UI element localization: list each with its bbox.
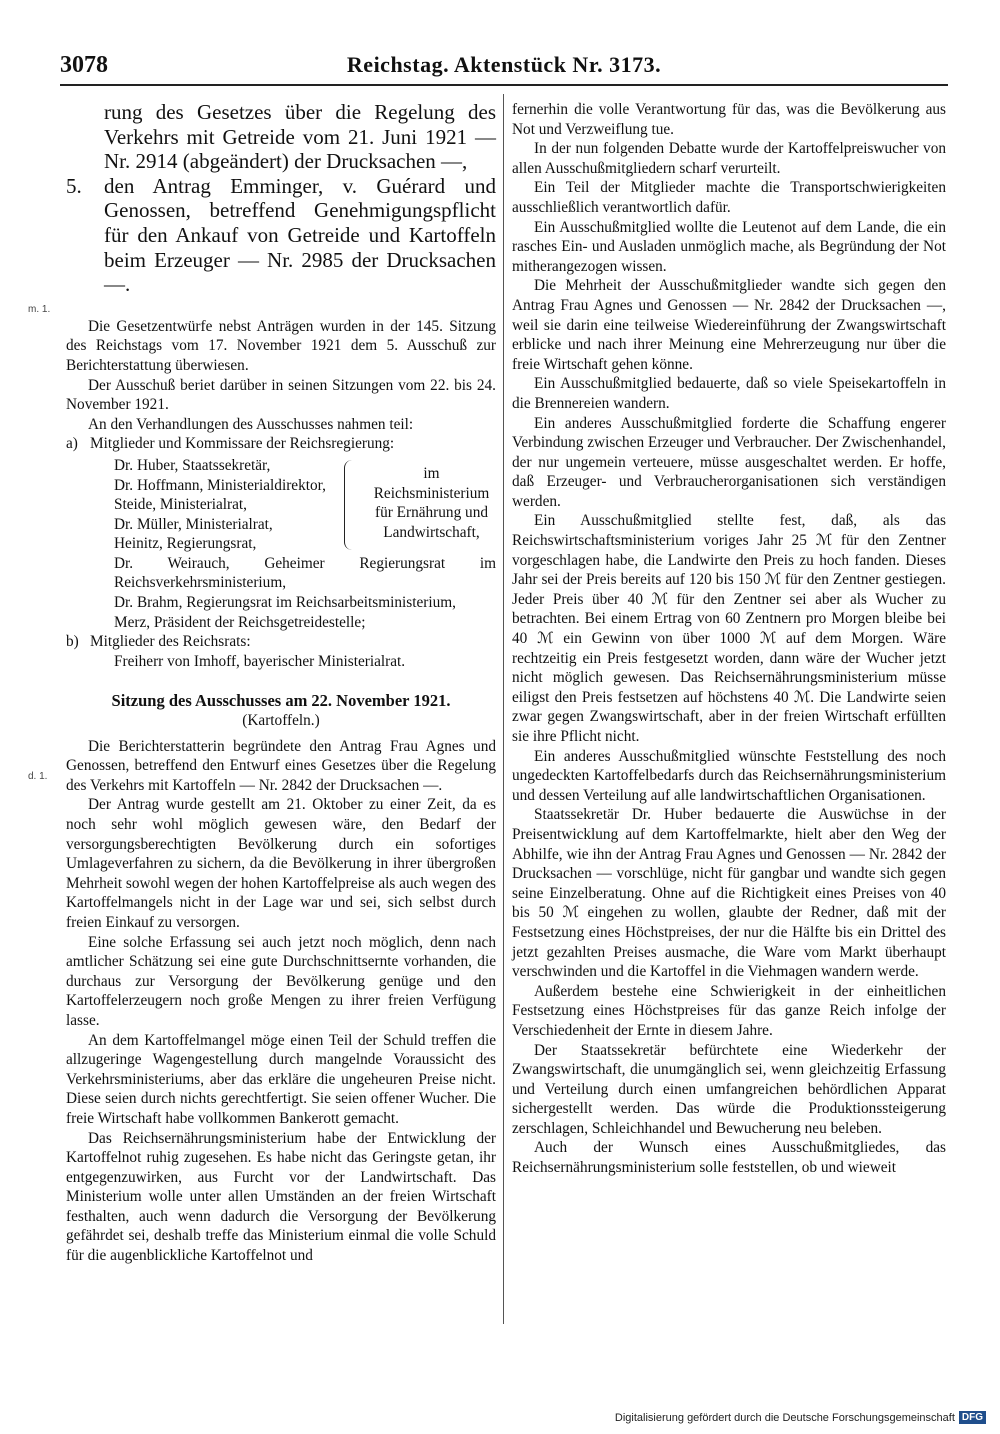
official-name: Dr. Hoffmann, Ministerialdirektor, [114, 476, 326, 494]
participants-group-a [66, 434, 496, 454]
paragraph: fernerhin die volle Verantwortung für das, was die Bevölkerung aus Not und Verzweiflung tue. [512, 101, 946, 138]
dfg-logo: DFG [959, 1411, 986, 1424]
paragraph: An dem Kartoffelmangel möge einen Teil der Schuld treffen die allzugeringe Wagengestellung durch mangelnde Voraussicht des Verkehrsministeriums, aber das erkläre die ungeheuren Preise nicht. Diese seien durch nichts gerechtfertigt. Sie seien offener Wucher. Die freie Wirtschaft habe vollkommen Bankerott gemacht. [66, 1031, 496, 1127]
page-number: 3078 [60, 52, 108, 78]
paragraph: Eine solche Erfassung sei auch jetzt noch möglich, denn nach amtlicher Schätzung sei eine gute Durchschnittsernte vorhanden, die durchaus zur Versorgung der Bevölkerung genüge und den Kartoffelerzeugern noch große Mengen zu ihrer freien Verfügung lasse. [66, 933, 496, 1029]
footer-credit [615, 1411, 986, 1424]
paragraph: In der nun folgenden Debatte wurde der Kartoffelpreiswucher von allen Ausschußmitgliedern scharf verurteilt. [512, 140, 946, 177]
right-column [512, 100, 946, 1178]
participants-list [66, 632, 496, 652]
paragraph: Der Staatssekretär befürchtete eine Wiederkehr der Zwangswirtschaft, die unumgänglich sei, wenn gleichzeitig Erfassung und Verteilung durch einen umfangreichen behördlichen Apparat sichergestellt werden. Das würde die Produktionssteigerung zerschlagen, Schleichhandel und Bewucherung neu beleben. [512, 1041, 946, 1137]
paragraph: Ein Ausschußmitglied bedauerte, daß so viele Speisekartoffeln in die Brennereien wandern. [512, 375, 946, 412]
paragraph: Ein Ausschußmitglied wollte die Leutenot auf dem Lande, die ein rasches Ein- und Ausladen unmöglich mache, als Begründung der Not mitherangezogen wissen. [512, 218, 946, 275]
item-number: 5. [66, 173, 82, 198]
paragraph: Ein Teil der Mitglieder machte die Transportschwierigkeiten ausschließlich verantwortlich dafür. [512, 179, 946, 216]
item-text: Mitglieder des Reichsrats: [90, 633, 251, 651]
paragraph: Der Ausschuß beriet darüber in seinen Sitzungen vom 22. bis 24. November 1921. [66, 376, 496, 414]
official-entry: Merz, Präsident der Reichsgetreidestelle; [114, 613, 366, 631]
item-text: Mitglieder und Kommissare der Reichsregierung: [90, 435, 395, 453]
paragraph: Auch der Wunsch eines Ausschußmitgliedes, das Reichsernährungsministerium solle feststellen, ob und wieweit [512, 1139, 946, 1177]
running-head: Reichstag. Aktenstück Nr. 3173. [346, 52, 662, 77]
left-column [66, 100, 496, 1266]
paragraph: Die Berichterstatterin begründete den Antrag Frau Agnes und Genossen, betreffend den Entwurf eines Gesetzes über die Regelung des Verkehrs mit Kartoffeln — Nr. 2842 der Drucksachen —. [66, 737, 496, 794]
officials-block [114, 456, 496, 554]
official-name: Heinitz, Regierungsrat, [114, 535, 257, 553]
section-title: Sitzung des Ausschusses am 22. November 1921. [111, 691, 451, 711]
paragraph: Außerdem bestehe eine Schwierigkeit in der einheitlichen Festsetzung eines Höchstpreises für das ganze Reich infolge der Verschiedenheit der Ernte in diesem Jahre. [512, 982, 946, 1039]
official-entry: Dr. Brahm, Regierungsrat im Reichsarbeitsministerium, [114, 594, 456, 612]
page-header [60, 52, 948, 80]
participants-list [66, 434, 496, 454]
column-divider [503, 94, 504, 1324]
participants-group-b [66, 632, 496, 652]
paragraph: Ein anderes Ausschußmitglied forderte die Schaffung engerer Verbindung zwischen Erzeuger und Verbraucher. Der Zwischenhandel, der nur ungemein verteuere, müsse ausgeschaltet werden. Er hoffe, daß Erzeuger- und Verbraucherorganisationen sich verständigen werden. [512, 414, 946, 510]
paragraph: Ein anderes Ausschußmitglied wünschte Feststellung des noch ungedeckten Kartoffelbedarfs durch das Reichsernährungsministerium und dessen Verteilung auf alle landwirtschaftlichen Organisationen. [512, 747, 946, 804]
official-name: Dr. Müller, Ministerialrat, [114, 515, 273, 533]
paragraph: Das Reichsernährungsministerium habe der Entwicklung der Kartoffelnot ruhig zugesehen. Es habe nicht das Geringste getan, ihr entgegenzuwirken, aus Furcht vor der Landwirtschaft. Das Ministerium wolle unter allen Umständen an der freien Wirtschaft festhalten, auch wenn dadurch die Versorgung der Bevölkerung gefährdet sei, deshalb treffe das Ministerium einmal die volle Schuld für die augenblickliche Kartoffelnot und [66, 1129, 496, 1265]
list-item-5 [66, 174, 496, 297]
intro-text: rung des Gesetzes über die Regelung des Verkehrs mit Getreide vom 21. Juni 1921 — Nr. 2914 (abgeändert) der Drucksachen —, [104, 100, 496, 174]
paragraph: Ein Ausschußmitglied stellte fest, daß, als das Reichswirtschaftsministerium voriges Jahr 25 ℳ für den Zentner vorgeschlagen habe, die Landwirte den Preis zu hoch fanden. Dieses Jahr sei der Preis bereits auf 120 bis 150 ℳ für den Zentner gestiegen. Jeder Preis über 40 ℳ für den Zentner sei aber als Wucher zu betrachten. Bei einem Ertrag von 60 Zentnern pro Morgen bleibe bei 40 ℳ ein Gewinn von über 1000 ℳ auf dem Morgen. Wäre rechtzeitig ein Preis festgesetzt worden, dann wäre der Wucher jetzt nicht möglich gewesen. Das Reichsernährungsministerium müsse eiligst den Preis festsetzen auf höchstens 40 ℳ. Die Landwirte seien zwar gegen Zwangswirtschaft, aber in der freien Wirtschaft erfüllten sie ihre Pflicht nicht. [512, 512, 946, 745]
paragraph: Staatssekretär Dr. Huber bedauerte die Auswüchse in der Preisentwicklung auf dem Kartoffelmarkte, hielt aber den Weg der Abhilfe, wie ihn der Antrag Frau Agnes und Genossen — Nr. 2842 der Drucksachen — vorschlüge, nicht für gangbar und wandte sich gegen seine Einzelberatung. Ohne auf die Richtigkeit eines Preises von 40 bis 50 ℳ eingehen zu wollen, glaubte der Redner, daß mit der Festsetzung eines Höchstpreises, der nur die Hälfte bis ein Drittel des jetzt gezahlten Preises ausmache, die Ware vom Markt überhaupt verschwinden und die Kartoffel in die Viehmagen wandern werde. [512, 806, 946, 981]
official-name: Dr. Huber, Staatssekretär, [114, 456, 271, 474]
brace [344, 460, 359, 550]
paragraph: An den Verhandlungen des Ausschusses nahmen teil: [88, 415, 414, 433]
item-label: b) [66, 633, 79, 651]
header-rule [60, 84, 948, 86]
item-label: a) [66, 435, 78, 453]
official-entry: Freiherr von Imhoff, bayerischer Ministerialrat. [114, 652, 406, 670]
official-name: Steide, Ministerialrat, [114, 496, 247, 514]
paragraph: Der Antrag wurde gestellt am 21. Oktober zu einer Zeit, da es noch sehr wohl möglich gewesen wäre, den Bedarf der versorgungsberechtigten Bevölkerung durch ein sofortiges Umlageverfahren zu sichern, da die Bevölkerung in ihrer übergroßen Mehrheit sowohl wegen der hohen Kartoffelpreise als auch wegen des Kartoffelmangels nicht in der Lage war und sei, sich selbst durch freien Einkauf zu versorgen. [66, 796, 497, 931]
margin-annotation: d. 1. [28, 771, 48, 782]
paragraph: Die Mehrheit der Ausschußmitglieder wandte sich gegen den Antrag Frau Agnes und Genossen — Nr. 2842 der Drucksachen —, weil sie darin eine teilweise Wiedereinführung der Zwangswirtschaft erblicke und nach ihrer Meinung eine Mehrerzeugung nur über die freie Wirtschaft gehen könne. [512, 277, 946, 373]
section-subtitle: (Kartoffeln.) [242, 712, 320, 730]
official-entry: Dr. Weirauch, Geheimer Regierungsrat im Reichsverkehrsministerium, [114, 554, 496, 592]
ministry-label: im Reichsministerium für Ernährung und Landwirtschaft, [373, 464, 490, 541]
officials-names [114, 456, 340, 554]
footer-text: Digitalisierung gefördert durch die Deutsche Forschungsgemeinschaft [614, 1411, 955, 1424]
item-text: den Antrag Emminger, v. Guérard und Genossen, betreffend Genehmigungspflicht für den Ankauf von Getreide und Kartoffeln beim Erzeuger — Nr. 2985 der Drucksachen —. [104, 173, 496, 297]
margin-annotation: m. 1. [28, 304, 51, 315]
paragraph: Die Gesetzentwürfe nebst Anträgen wurden in der 145. Sitzung des Reichstags vom 17. November 1921 dem 5. Ausschuß zur Berichterstattung überwiesen. [66, 317, 496, 374]
